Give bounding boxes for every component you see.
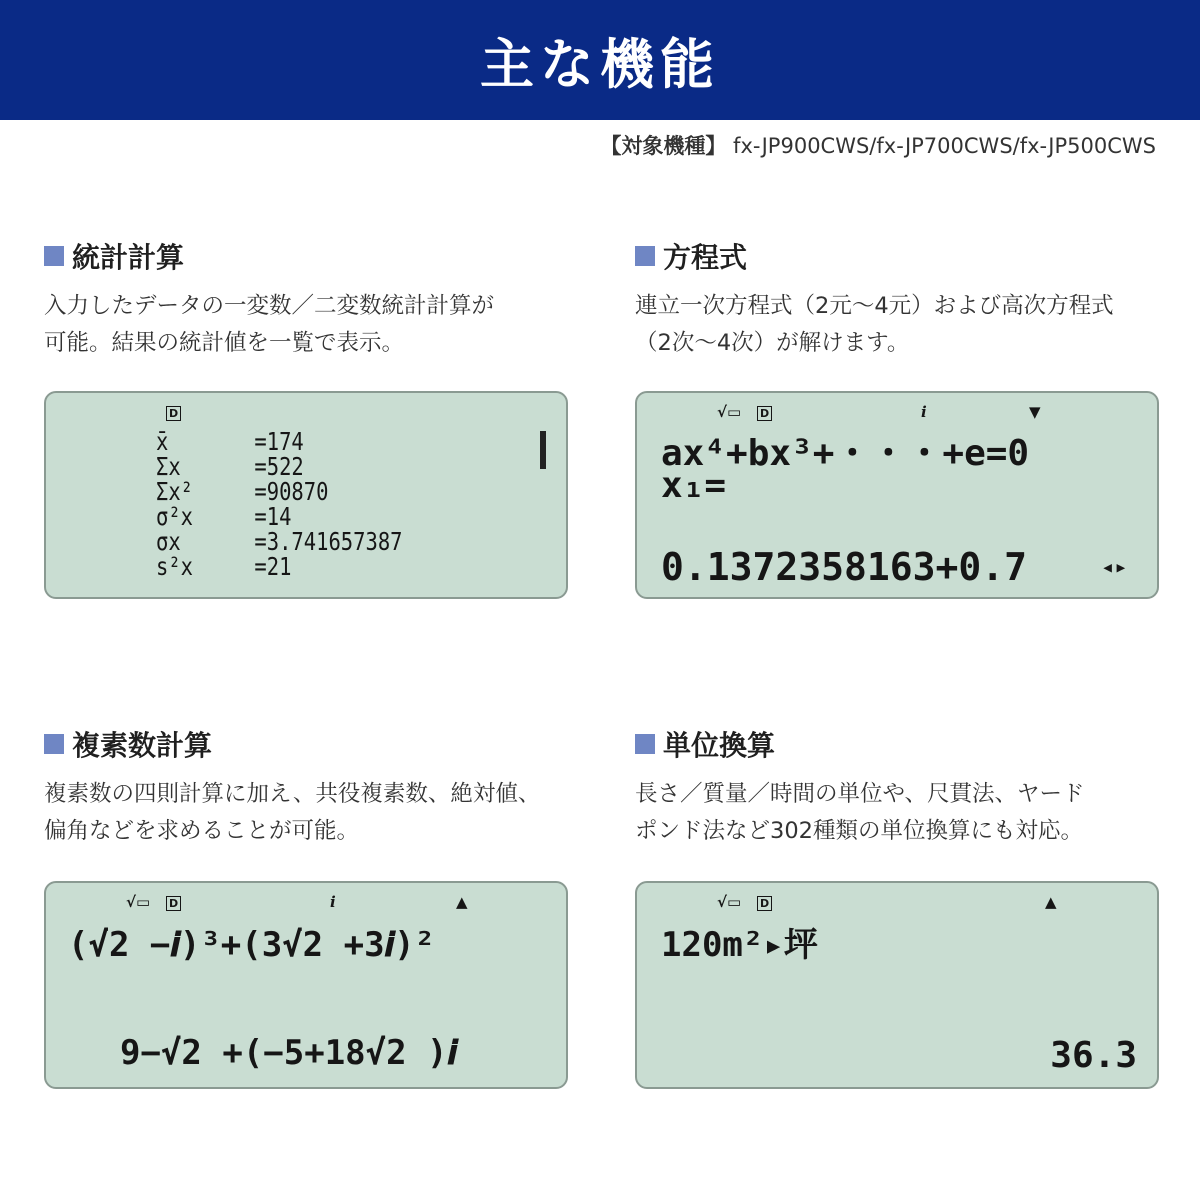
bullet-square-icon [44, 734, 64, 754]
equation-line: ax⁴+bx³+・・・+e=0 [661, 433, 1030, 474]
stats-table [156, 429, 403, 579]
solution-label: x₁= [661, 465, 727, 506]
math-mode-icon: √▭ [717, 893, 742, 911]
section-equations [635, 238, 1159, 362]
stats-row [156, 429, 403, 454]
up-arrow-icon: ▲ [1045, 893, 1057, 911]
conversion-expression: 120m²▸坪 [661, 925, 818, 965]
degree-indicator-label: D [166, 896, 181, 911]
stats-row [156, 454, 403, 479]
stats-symbol: x̄ [156, 427, 169, 456]
description-line: ポンド法など302種類の単位換算にも対応。 [635, 818, 1083, 844]
stats-symbol: σ²x [156, 502, 194, 531]
section-description [635, 288, 1175, 362]
description-line: 入力したデータの一変数／二変数統計計算が [44, 293, 495, 319]
stats-value: =522 [254, 452, 304, 481]
complex-indicator: i [921, 403, 927, 421]
description-line: 連立一次方程式（2元〜4元）および高次方程式 [635, 293, 1114, 319]
section-title: 方程式 [663, 241, 748, 274]
degree-indicator-label: D [757, 896, 772, 911]
stats-row [156, 529, 403, 554]
section-title-row [44, 238, 568, 274]
degree-indicator [166, 893, 181, 911]
stats-symbol: Σx [156, 452, 181, 481]
target-models-label: 【対象機種】 [600, 134, 727, 158]
complex-expression: (√2 −𝒊)³+(3√2 +3𝒊)² [68, 925, 436, 965]
section-title: 複素数計算 [72, 729, 213, 762]
bullet-square-icon [44, 246, 64, 266]
target-models [600, 130, 1156, 160]
stats-row [156, 479, 403, 504]
target-models-list: fx-JP900CWS/fx-JP700CWS/fx-JP500CWS [733, 134, 1156, 158]
result-value: 0.1372358163+0.7 [661, 545, 1028, 589]
math-mode-icon: √▭ [126, 893, 151, 911]
lcd-screen-unit-conversion [635, 881, 1159, 1089]
scroll-bar-icon [540, 431, 546, 469]
section-statistics [44, 238, 568, 362]
stats-value: =90870 [254, 477, 329, 506]
result-value: 36.3 [1050, 1035, 1137, 1076]
section-title-row [635, 726, 1159, 762]
stats-symbol: σx [156, 527, 181, 556]
description-line: （2次〜4次）が解けます。 [635, 330, 910, 356]
section-complex [44, 726, 568, 850]
section-title: 単位換算 [663, 729, 776, 762]
description-line: 長さ／質量／時間の単位や、尺貫法、ヤード [635, 781, 1085, 807]
lcd-screen-statistics [44, 391, 568, 599]
degree-indicator-label: D [166, 406, 181, 421]
degree-indicator [757, 893, 772, 911]
stats-value: =3.741657387 [254, 527, 403, 556]
up-arrow-icon: ▲ [456, 893, 468, 911]
section-title: 統計計算 [72, 241, 185, 274]
description-line: 可能。結果の統計値を一覧で表示。 [44, 330, 405, 356]
down-arrow-icon: ▼ [1029, 403, 1041, 421]
bullet-square-icon [635, 734, 655, 754]
header-banner [0, 0, 1200, 120]
scroll-arrows-icon: ◂▸ [1101, 555, 1128, 580]
section-title-row [44, 726, 568, 762]
section-description [44, 288, 584, 362]
section-description [44, 776, 584, 850]
stats-value: =174 [254, 427, 304, 456]
complex-indicator: i [330, 893, 336, 911]
result-value: 9−√2 +(−5+18√2 )𝒊 [120, 1033, 458, 1073]
section-unit-conversion [635, 726, 1159, 850]
math-mode-icon: √▭ [717, 403, 742, 421]
degree-indicator [166, 403, 181, 421]
degree-indicator [757, 403, 772, 421]
description-line: 偏角などを求めることが可能。 [44, 818, 360, 844]
stats-row [156, 504, 403, 529]
section-description [635, 776, 1175, 850]
lcd-screen-equations [635, 391, 1159, 599]
lcd-screen-complex [44, 881, 568, 1089]
stats-value: =14 [254, 502, 292, 531]
bullet-square-icon [635, 246, 655, 266]
degree-indicator-label: D [757, 406, 772, 421]
stats-symbol: Σx² [156, 477, 194, 506]
stats-value: =21 [254, 552, 292, 581]
stats-row [156, 554, 403, 579]
stats-symbol: s²x [156, 552, 194, 581]
section-title-row [635, 238, 1159, 274]
description-line: 複素数の四則計算に加え、共役複素数、絶対値、 [44, 781, 541, 807]
page-title: 主な機能 [480, 32, 720, 96]
